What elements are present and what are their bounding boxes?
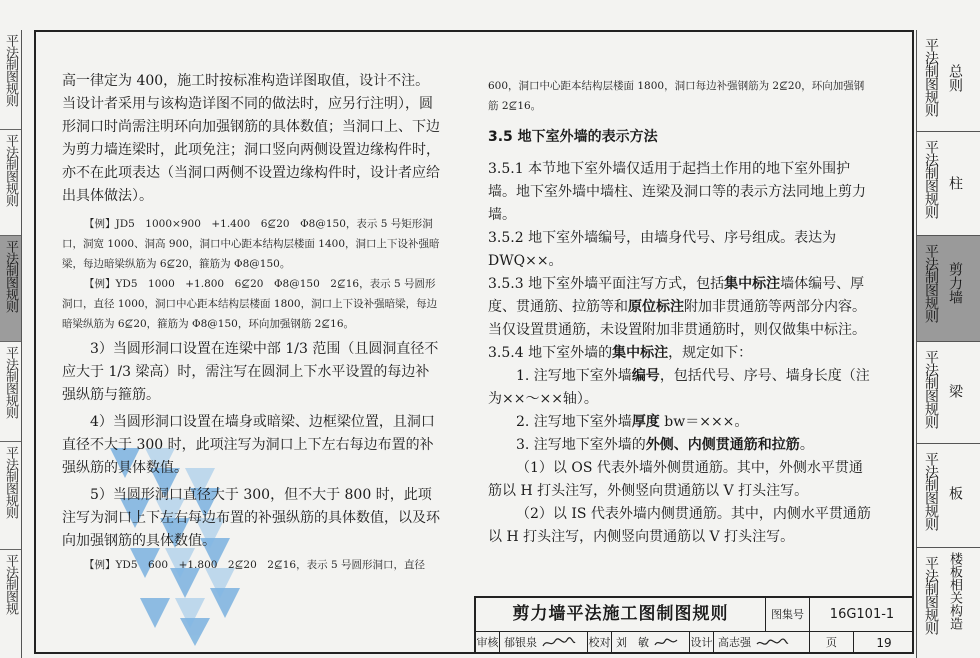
left-tab-label: 平法制图规则 [3,240,18,312]
right-tab-section: 柱 [947,176,963,190]
designer-signature [755,636,789,650]
paragraph-item-3: 3）当圆形洞口设置在连梁中部 1/3 范围（且圆洞直径不应大于 1/3 梁高）时，需注写在圆洞上下水平设置的每边补强纵筋与箍筋。 [62,341,439,403]
paragraph-opening-continuation: 高一律定为 400，施工时按标准构造详图取值，设计不注。当设计者采用与该构造详图不同的做法时，应另行注明），圆形洞口时尚需注明环向加强钢筋的具体数值；当洞口上、下边为剪力墙连梁时，此项免注；洞口竖向两侧设置边缘构件时，亦不在此项表达（当洞口两侧不设置边缘构件时，设计者应给出具体做法）。 [62,73,440,204]
review-label: 审核 [476,632,500,654]
text-span: ，包括代号、序号、墙身长度（注为××～××轴）。 [488,368,870,407]
item-2-thickness [488,411,872,434]
bold-term: 集中标注 [724,276,781,292]
text-span: 墙体编号、厚度、贯通筋、拉筋等和 [488,276,865,315]
left-tab-label: 平法制图规则 [3,34,18,106]
bold-term: 编号 [631,368,660,384]
right-tab-section: 总则 [947,64,963,92]
section-3-5-2: 3.5.2 地下室外墙编号，由墙身代号、序号组成。表达为 DWQ××。 [488,230,837,269]
right-tab-general[interactable] [917,30,980,132]
checker-name: 刘 敏 [616,636,649,649]
example-yd5-600: 【例】YD5 600 +1.800 2⊈20 2⊈16，表示 5 号圆形洞口，直径 [84,559,425,571]
right-tab-label: 平法制图规则 [923,452,939,530]
section-3-5-4 [488,342,872,365]
item-3-2-inside: （2）以 IS 代表外墙内侧贯通筋。其中，内侧水平贯通筋以 H 打头注写，内侧竖向贯通筋以 V 打头注写。 [488,506,871,545]
designer-name: 高志强 [718,636,751,649]
atlas-number-label: 图集号 [766,598,810,632]
bold-term: 外侧、内侧贯通筋和拉筋 [645,437,800,453]
example-continuation: 600，洞口中心距本结构层楼面 1800，洞口每边补强钢筋为 2⊈20，环向加强钢筋 2⊈16。 [488,80,865,112]
section-3-5-3 [488,273,872,342]
paragraph-item-5: 5）当圆形洞口直径大于 300，但不大于 800 时，此项注写为洞口上下左右每边布置的补强纵筋的具体数值，以及环向加强钢筋的具体数值。 [62,487,440,549]
left-text-column [62,70,440,575]
reviewer-cell [500,632,588,654]
left-chapter-strip [0,30,22,658]
reviewer-signature [541,636,577,650]
item-1-number [488,365,872,411]
right-text-column [488,76,872,549]
right-tab-label: 平法制图规则 [923,244,939,322]
item-3-rebars [488,434,872,457]
right-tab-label: 平法制图规则 [923,556,939,634]
right-tab-section: 楼板相关构造 [947,552,962,630]
left-tab-3-active[interactable] [0,236,21,342]
text-span: 1. 注写地下室外墙 [516,368,632,384]
checker-cell [612,632,690,654]
page-number: 19 [854,632,914,654]
right-tab-label: 平法制图规则 [923,38,939,116]
right-tab-column[interactable] [917,132,980,236]
paragraph-item-4: 4）当圆形洞口设置在墙身或暗梁、边框梁位置，且洞口直径不大于 300 时，此项注写为洞口上下左右每边布置的补强纵筋的具体数值。 [62,414,435,476]
text-span: 。 [799,437,814,453]
page-label: 页 [810,632,854,654]
section-3-5-1: 3.5.1 本节地下室外墙仅适用于起挡土作用的地下室外围护墙。地下室外墙中墙柱、连梁及洞口等的表示方法同地上剪力墙。 [488,161,866,223]
text-span: 3.5.4 地下室外墙的 [488,345,613,361]
title-block [474,596,914,654]
section-heading-3-5: 3.5 地下室外墙的表示方法 [488,129,658,145]
left-tab-label: 平法制图规则 [3,134,18,206]
item-3-1-outside: （1）以 OS 代表外墙外侧贯通筋。其中，外侧水平贯通筋以 H 打头注写，外侧竖向贯通筋以 V 打头注写。 [488,460,863,499]
text-span: ，规定如下： [668,345,753,361]
bold-term: 原位标注 [628,299,684,315]
text-span: 附加非贯通筋等两部分内容。当仅设置贯通筋，未设置附加非贯通筋时，则仅做集中标注。 [488,299,866,338]
right-tab-slab[interactable] [917,444,980,548]
drawing-title: 剪力墙平法施工图制图规则 [476,598,766,632]
right-tab-slab-related[interactable] [917,548,980,658]
left-tab-5[interactable] [0,442,21,550]
right-chapter-strip [916,30,980,658]
design-label: 设计 [690,632,714,654]
check-label: 校对 [588,632,612,654]
right-tab-beam[interactable] [917,342,980,444]
right-tab-section: 剪力墙 [947,262,963,304]
left-tab-4[interactable] [0,342,21,442]
checker-signature [653,636,679,650]
text-span: 3.5.3 地下室外墙平面注写方式，包括 [488,276,725,292]
text-span: 2. 注写地下室外墙 [516,414,632,430]
left-tab-2[interactable] [0,130,21,236]
left-tab-label: 平法制图规则 [3,446,18,518]
right-tab-section: 板 [947,486,963,500]
right-tab-section: 梁 [947,384,963,398]
left-tab-label: 平法制图规 [3,554,18,614]
text-span: bw＝×××。 [659,414,749,430]
example-jd5: 【例】JD5 1000×900 +1.400 6⊈20 Φ8@150，表示 5 号矩形洞口，洞宽 1000、洞高 900，洞口中心距本结构层楼面 1400，洞口上下设补强暗梁，每边暗梁纵筋为 6⊈20，箍筋为 Φ8@150。 [62,218,440,270]
left-tab-label: 平法制图规则 [3,346,18,418]
right-tab-label: 平法制图规则 [923,350,939,428]
atlas-number: 16G101-1 [810,598,914,632]
reviewer-name: 郁银泉 [504,636,537,649]
designer-cell [714,632,810,654]
left-tab-6[interactable] [0,550,21,658]
right-tab-label: 平法制图规则 [923,140,939,218]
text-span: 3. 注写地下室外墙的 [516,437,646,453]
left-tab-1[interactable] [0,30,21,130]
bold-term: 集中标注 [612,345,669,361]
right-tab-shear-wall-active[interactable] [917,236,980,342]
example-yd5-1000: 【例】YD5 1000 +1.800 6⊈20 Φ8@150 2⊈16，表示 5 号圆形洞口，直径 1000，洞口中心距本结构层楼面 1800，洞口上下设补强暗梁，每边暗梁纵筋为 6⊈20，箍筋为 Φ8@150，环向加强钢筋 2⊈16。 [62,278,438,330]
bold-term: 厚度 [631,414,660,430]
